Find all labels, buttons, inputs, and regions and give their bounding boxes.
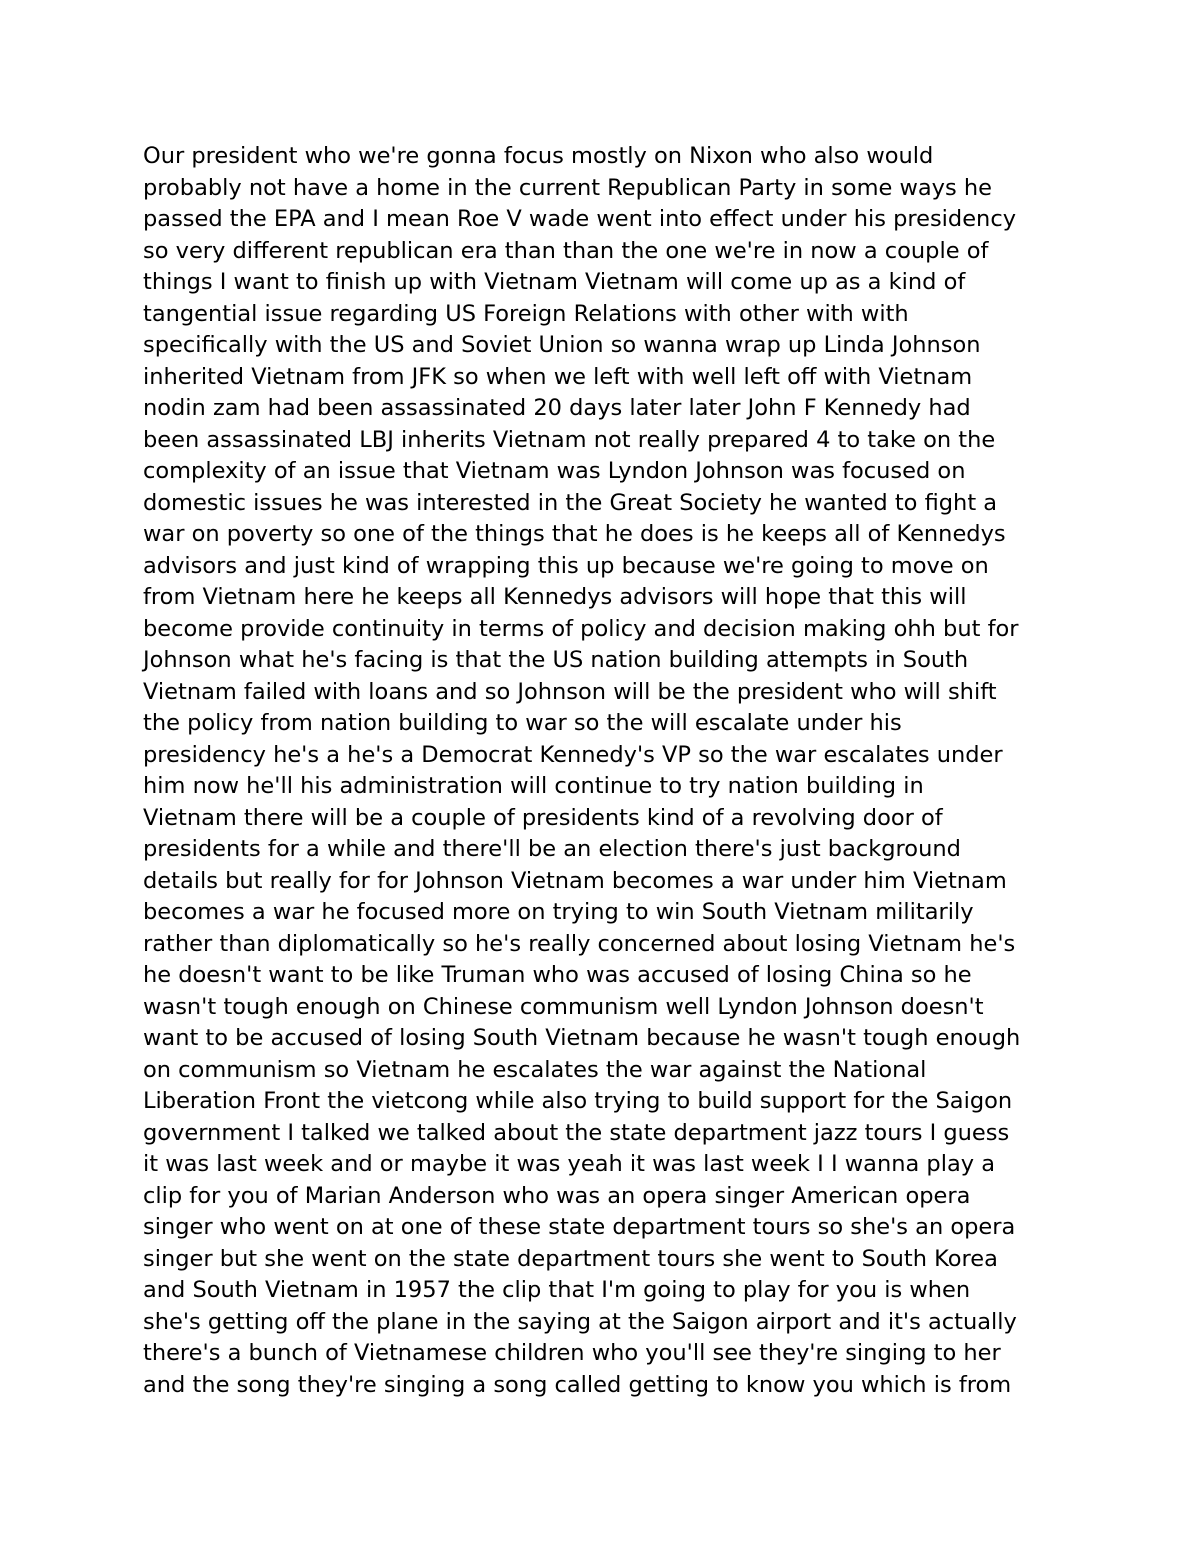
text-line: Vietnam there will be a couple of presidents kind of a revolving door of: [143, 804, 943, 831]
text-line: and South Vietnam in 1957 the clip that I'm going to play for you is when: [143, 1277, 971, 1303]
text-line: want to be accused of losing South Vietnam because he wasn't tough enough: [143, 1025, 1021, 1051]
text-line: domestic issues he was interested in the Great Society he wanted to fight a: [143, 489, 998, 516]
text-line: advisors and just kind of wrapping this up because we're going to move on: [143, 552, 989, 579]
text-line: so very different republican era than than the one we're in now a couple of: [143, 237, 989, 264]
text-line: become provide continuity in terms of policy and decision making ohh but for: [143, 615, 1019, 642]
text-line: Liberation Front the vietcong while also trying to build support for the Saigon: [143, 1088, 1013, 1114]
text-line: she's getting off the plane in the saying at the Saigon airport and it's actually: [143, 1308, 1017, 1335]
text-line: the policy from nation building to war so the will escalate under his: [143, 710, 902, 736]
text-line: singer who went on at one of these state department tours so she's an opera: [143, 1214, 1016, 1240]
text-line: probably not have a home in the current Republican Party in some ways he: [143, 174, 992, 201]
text-line: there's a bunch of Vietnamese children who you'll see they're singing to her: [143, 1340, 1001, 1366]
text-line: on communism so Vietnam he escalates the war against the National: [143, 1056, 927, 1083]
text-line: clip for you of Marian Anderson who was an opera singer American opera: [143, 1182, 971, 1209]
text-line: been assassinated LBJ inherits Vietnam not really prepared 4 to take on the: [143, 426, 996, 453]
text-line: it was last week and or maybe it was yeah it was last week I I wanna play a: [143, 1151, 995, 1177]
text-line: things I want to finish up with Vietnam Vietnam will come up as a kind of: [143, 269, 966, 295]
text-line: him now he'll his administration will continue to try nation building in: [143, 773, 924, 799]
text-line: he doesn't want to be like Truman who was accused of losing China so he: [143, 962, 972, 988]
body-text: [143, 141, 1073, 1401]
text-line: presidency he's a he's a Democrat Kennedy's VP so the war escalates under: [143, 741, 1003, 768]
text-line: becomes a war he focused more on trying to win South Vietnam militarily: [143, 899, 974, 925]
text-line: inherited Vietnam from JFK so when we left with well left off with Vietnam: [143, 363, 973, 390]
text-line: nodin zam had been assassinated 20 days later later John F Kennedy had: [143, 395, 971, 421]
text-line: wasn't tough enough on Chinese communism well Lyndon Johnson doesn't: [143, 993, 984, 1020]
text-line: passed the EPA and I mean Roe V wade went into effect under his presidency: [143, 206, 1017, 232]
text-line: Our president who we're gonna focus mostly on Nixon who also would: [143, 143, 934, 169]
text-line: rather than diplomatically so he's really concerned about losing Vietnam he's: [143, 930, 1016, 957]
text-line: government I talked we talked about the state department jazz tours I guess: [143, 1119, 1010, 1146]
text-line: Vietnam failed with loans and so Johnson will be the president who will shift: [143, 678, 997, 705]
text-line: tangential issue regarding US Foreign Relations with other with with: [143, 300, 909, 327]
text-line: complexity of an issue that Vietnam was Lyndon Johnson was focused on: [143, 458, 966, 484]
text-line: details but really for for Johnson Vietnam becomes a war under him Vietnam: [143, 867, 1007, 894]
text-line: war on poverty so one of the things that he does is he keeps all of Kennedys: [143, 521, 1006, 547]
text-line: and the song they're singing a song called getting to know you which is from: [143, 1371, 1012, 1398]
text-line: specifically with the US and Soviet Union so wanna wrap up Linda Johnson: [143, 332, 981, 358]
text-line: Johnson what he's facing is that the US nation building attempts in South: [143, 647, 969, 673]
text-line: presidents for a while and there'll be an election there's just background: [143, 836, 961, 862]
text-line: from Vietnam here he keeps all Kennedys advisors will hope that this will: [143, 584, 967, 610]
text-line: singer but she went on the state department tours she went to South Korea: [143, 1245, 998, 1272]
